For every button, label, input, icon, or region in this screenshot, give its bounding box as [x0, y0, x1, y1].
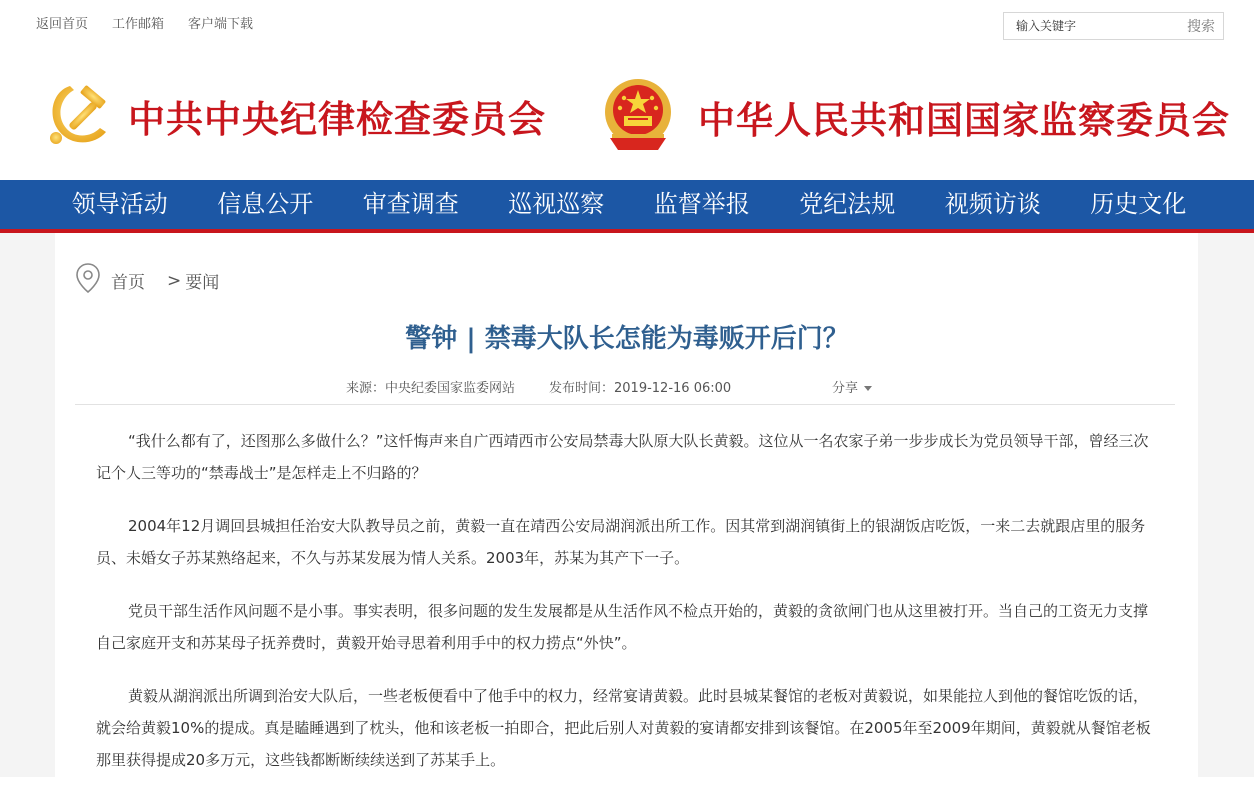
logo-row — [0, 50, 1254, 180]
work-email-link[interactable]: 工作邮箱 — [112, 17, 165, 32]
meta-divider — [75, 404, 1175, 405]
top-links — [36, 13, 253, 32]
client-download-link[interactable]: 客户端下载 — [188, 17, 254, 32]
article-time: 发布时间：2019-12-16 06:00 — [549, 381, 732, 396]
back-home-link[interactable]: 返回首页 — [36, 17, 89, 32]
article-paragraph: 2004年12月调回县城担任治安大队教导员之前，黄毅一直在靖西公安局湖润派出所工作。因其常到湖润镇街上的银湖饭店吃饭，一来二去就跟店里的服务员、未婚女子苏某熟络起来，不久与苏某发展为情人关系。2003年，苏某为其产下一子。 — [96, 517, 1146, 567]
chevron-down-icon — [864, 386, 872, 391]
article-source: 来源：中央纪委国家监委网站 — [346, 381, 516, 396]
party-emblem-icon — [42, 78, 114, 154]
share-label: 分享 — [832, 381, 859, 396]
search-button[interactable]: 搜索 — [1187, 19, 1215, 35]
ccdi-logo[interactable] — [42, 78, 546, 154]
nav-review-investigation[interactable]: 审查调查 — [362, 190, 459, 218]
search-box — [1003, 12, 1224, 40]
article-paragraph: 党员干部生活作风问题不是小事。事实表明，很多问题的发生发展都是从生活作风不检点开始的，黄毅的贪欲闸门也从这里被打开。当自己的工资无力支撑自己家庭开支和苏某母子抚养费时，黄毅开始寻思着利用手中的权力捞点“外快”。 — [96, 602, 1149, 652]
article-body — [96, 425, 1162, 797]
main-nav — [0, 180, 1254, 229]
breadcrumb-section[interactable]: 要闻 — [185, 273, 220, 293]
ccdi-name: 中共中央纪律检查委员会 — [128, 97, 546, 141]
location-pin-icon — [75, 262, 101, 299]
nav-information-disclosure[interactable]: 信息公开 — [217, 190, 314, 218]
article-meta — [346, 377, 731, 396]
nav-history-culture[interactable]: 历史文化 — [1090, 190, 1187, 218]
nav-party-regulations[interactable]: 党纪法规 — [799, 190, 896, 218]
article-paragraph: 黄毅从湖润派出所调到治安大队后，一些老板便看中了他手中的权力，经常宴请黄毅。此时县城某餐馆的老板对黄毅说，如果能拉人到他的餐馆吃饭的话，就会给黄毅10%的提成。真是瞌睡遇到了枕头，他和该老板一拍即合，把此后别人对黄毅的宴请都安排到该餐馆。在2005年至2009年期间，黄毅就从餐馆老板那里获得提成20多万元，这些钱都断断续续送到了苏某手上。 — [96, 687, 1151, 769]
nav-inspection-tours[interactable]: 巡视巡察 — [508, 190, 605, 218]
article-paragraph: “我什么都有了，还图那么多做什么？”这忏悔声来自广西靖西市公安局禁毒大队原大队长黄毅。这位从一名农家子弟一步步成长为党员领导干部，曾经三次记个人三等功的“禁毒战士”是怎样走上不归路的？ — [96, 432, 1149, 482]
national-emblem-icon — [602, 76, 674, 158]
nav-supervision-reporting[interactable]: 监督举报 — [653, 190, 750, 218]
nsc-logo[interactable] — [602, 76, 1230, 158]
top-bar — [0, 0, 1254, 50]
breadcrumb-separator: > — [167, 270, 182, 291]
nav-leadership-activities[interactable]: 领导活动 — [71, 190, 168, 218]
article-title: 警钟 | 禁毒大队长怎能为毒贩开后门？ — [405, 324, 849, 354]
search-input[interactable] — [1014, 18, 1178, 34]
share-button[interactable] — [832, 377, 872, 396]
nav-video-interviews[interactable]: 视频访谈 — [944, 190, 1041, 218]
breadcrumb-home[interactable]: 首页 — [111, 273, 145, 293]
nsc-name: 中华人民共和国国家监察委员会 — [698, 98, 1230, 142]
breadcrumb — [75, 262, 219, 299]
